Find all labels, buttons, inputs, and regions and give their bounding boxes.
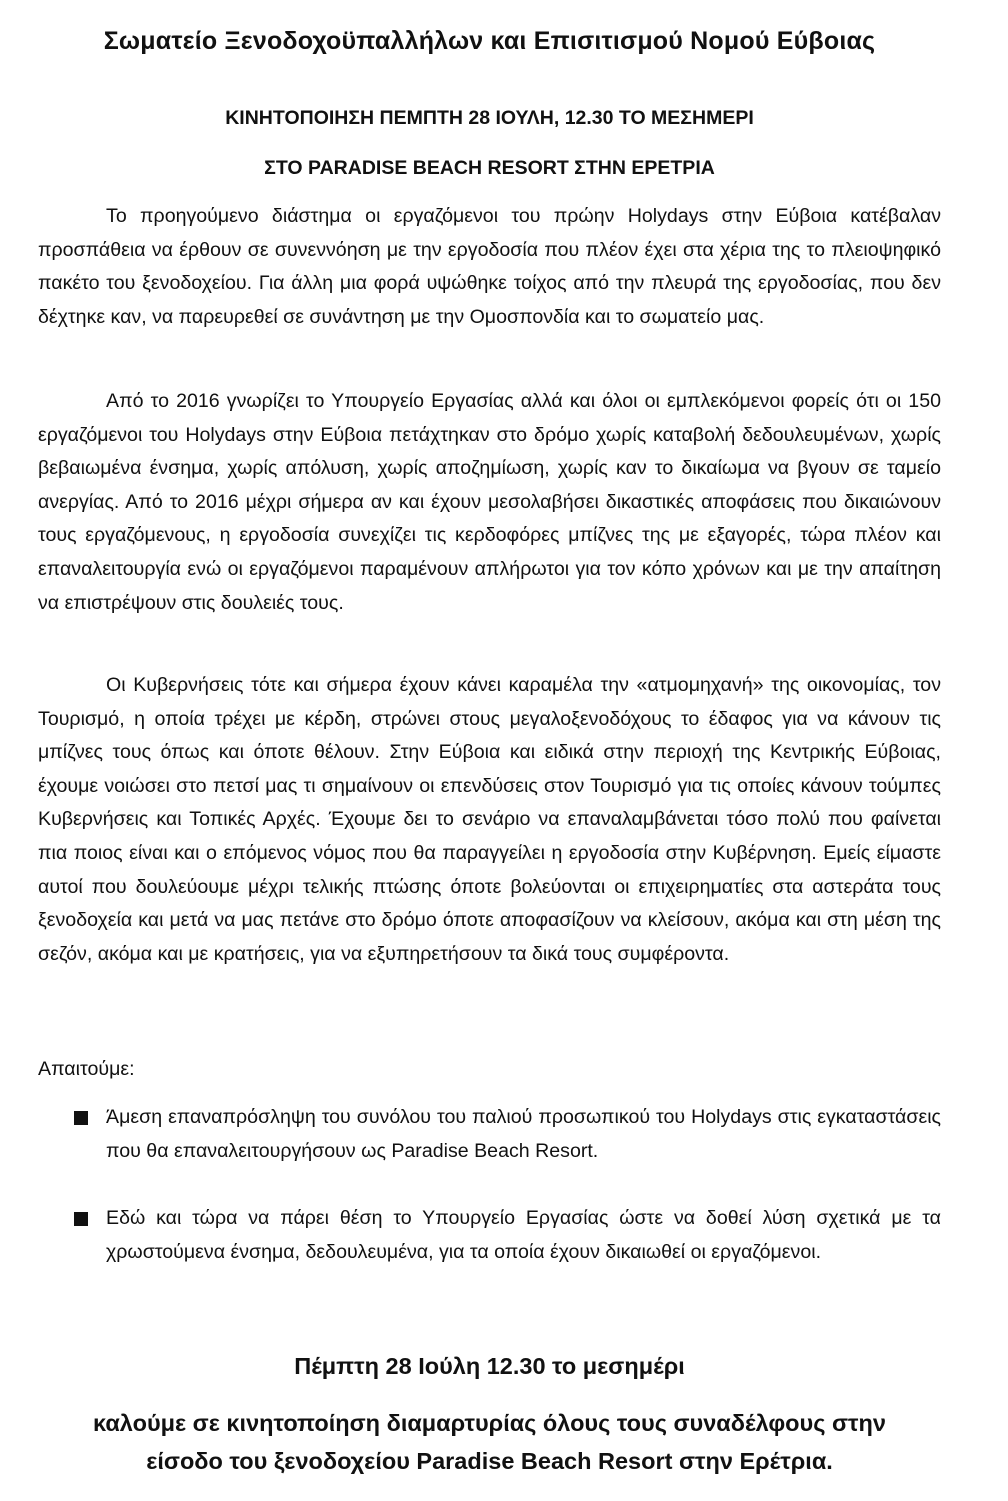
paragraph-2: Από το 2016 γνωρίζει το Υπουργείο Εργασίας αλλά και όλοι οι εμπλεκόμενοι φορείς ότι οι 150 εργαζόμενοι του Holydays στην Εύβοια πετάχτηκαν στο δρόμο χωρίς καταβολή δεδουλευμένων, χωρίς βεβαιωμένα ένσημα, χωρίς απόλυση, χωρίς αποζημίωση, χωρίς καν το δικαίωμα να βγουν σε ταμείο ανεργίας. Από το 2016 μέχρι σήμερα αν και έχουν μεσολαβήσει δικαστικές αποφάσεις που δικαιώνουν τους εργαζόμενους, η εργοδοσία συνεχίζει τις κερδοφόρες μπίζνες της με εξαγορές, τώρα πλέον και επαναλειτουργία ενώ οι εργαζόμενοι παραμένουν απλήρωτοι για τον κόπο χρόνων και με την απαίτηση να επιστρέψουν στις δουλειές τους. xyxy=(38,390,941,614)
demand-item xyxy=(38,1101,941,1168)
mobilization-heading: ΚΙΝΗΤΟΠΟΙΗΣΗ ΠΕΜΠΤΗ 28 ΙΟΥΛΗ, 12.30 ΤΟ ΜΕΣΗΜΕΡΙ xyxy=(225,107,754,129)
union-title: Σωματείο Ξενοδοχοϋπαλλήλων και Επισιτισμού Νομού Εύβοιας xyxy=(103,27,876,55)
call-line-2: είσοδο του ξενοδοχείου Paradise Beach Resort στην Ερέτρια. xyxy=(146,1448,833,1474)
call-date: Πέμπτη 28 Ιούλη 12.30 το μεσημέρι xyxy=(294,1353,685,1379)
demands-intro: Απαιτούμε: xyxy=(38,1058,135,1080)
square-bullet-icon xyxy=(74,1111,88,1125)
square-bullet-icon xyxy=(74,1212,88,1226)
call-line-1: καλούμε σε κινητοποίηση διαμαρτυρίας όλους τους συναδέλφους στην xyxy=(93,1410,886,1436)
demand-item xyxy=(38,1202,941,1269)
paragraph-1: Το προηγούμενο διάστημα οι εργαζόμενοι του πρώην Holydays στην Εύβοια κατέβαλαν προσπάθεια να έρθουν σε συνεννόηση με την εργοδοσία που πλέον έχει στα χέρια της το πλειοψηφικό πακέτο του ξενοδοχείου. Για άλλη μια φορά υψώθηκε τοίχος από την πλευρά της εργοδοσίας, που δεν δέχτηκε καν, να παρευρεθεί σε συνάντηση με την Ομοσπονδία και το σωματείο μας. xyxy=(38,205,941,328)
document-page xyxy=(38,0,941,1501)
paragraph-3: Οι Κυβερνήσεις τότε και σήμερα έχουν κάνει καραμέλα την «ατμομηχανή» της οικονομίας, τον Τουρισμό, η οποία τρέχει με κέρδη, στρώνει στους μεγαλοξενοδόχους το έδαφος για να κάνουν τις μπίζνες τους όπως και όποτε θέλουν. Στην Εύβοια και ειδικά στην περιοχή της Κεντρικής Εύβοιας, έχουμε νοιώσει στο πετσί μας τι σημαίνουν οι επενδύσεις στον Τουρισμό για τις οποίες κάνουν τούμπες Κυβερνήσεις και Τοπικές Αρχές. Έχουμε δει το σενάριο να επαναλαμβάνεται τόσο πολύ που φαίνεται πια ποιος είναι και ο επόμενος νόμος που θα παραγγείλει η εργοδοσία στην Κυβέρνηση. Εμείς είμαστε αυτοί που δουλεύουμε μέχρι τελικής πτώσης όποτε βολεύονται οι επιχειρηματίες στα αστεράτα τους ξενοδοχεία και μετά να μας πετάνε στο δρόμο όποτε αποφασίζουν να κλείσουν, ακόμα και στη μέση της σεζόν, ακόμα και με κρατήσεις, για να εξυπηρετήσουν τα δικά τους συμφέροντα. xyxy=(38,674,941,965)
call-to-action xyxy=(38,1404,941,1480)
demand-text: Εδώ και τώρα να πάρει θέση το Υπουργείο Εργασίας ώστε να δοθεί λύση σχετικά με τα χρωστούμενα ένσημα, δεδουλευμένα, για τα οποία έχουν δικαιωθεί οι εργαζόμενοι. xyxy=(106,1207,941,1263)
location-heading: ΣΤΟ PARADISE BEACH RESORT ΣΤΗΝ ΕΡΕΤΡΙΑ xyxy=(264,157,715,179)
demand-text: Άμεση επαναπρόσληψη του συνόλου του παλιού προσωπικού του Holydays στις εγκαταστάσεις που θα επαναλειτουργήσουν ως Paradise Beach Resort. xyxy=(106,1106,941,1162)
